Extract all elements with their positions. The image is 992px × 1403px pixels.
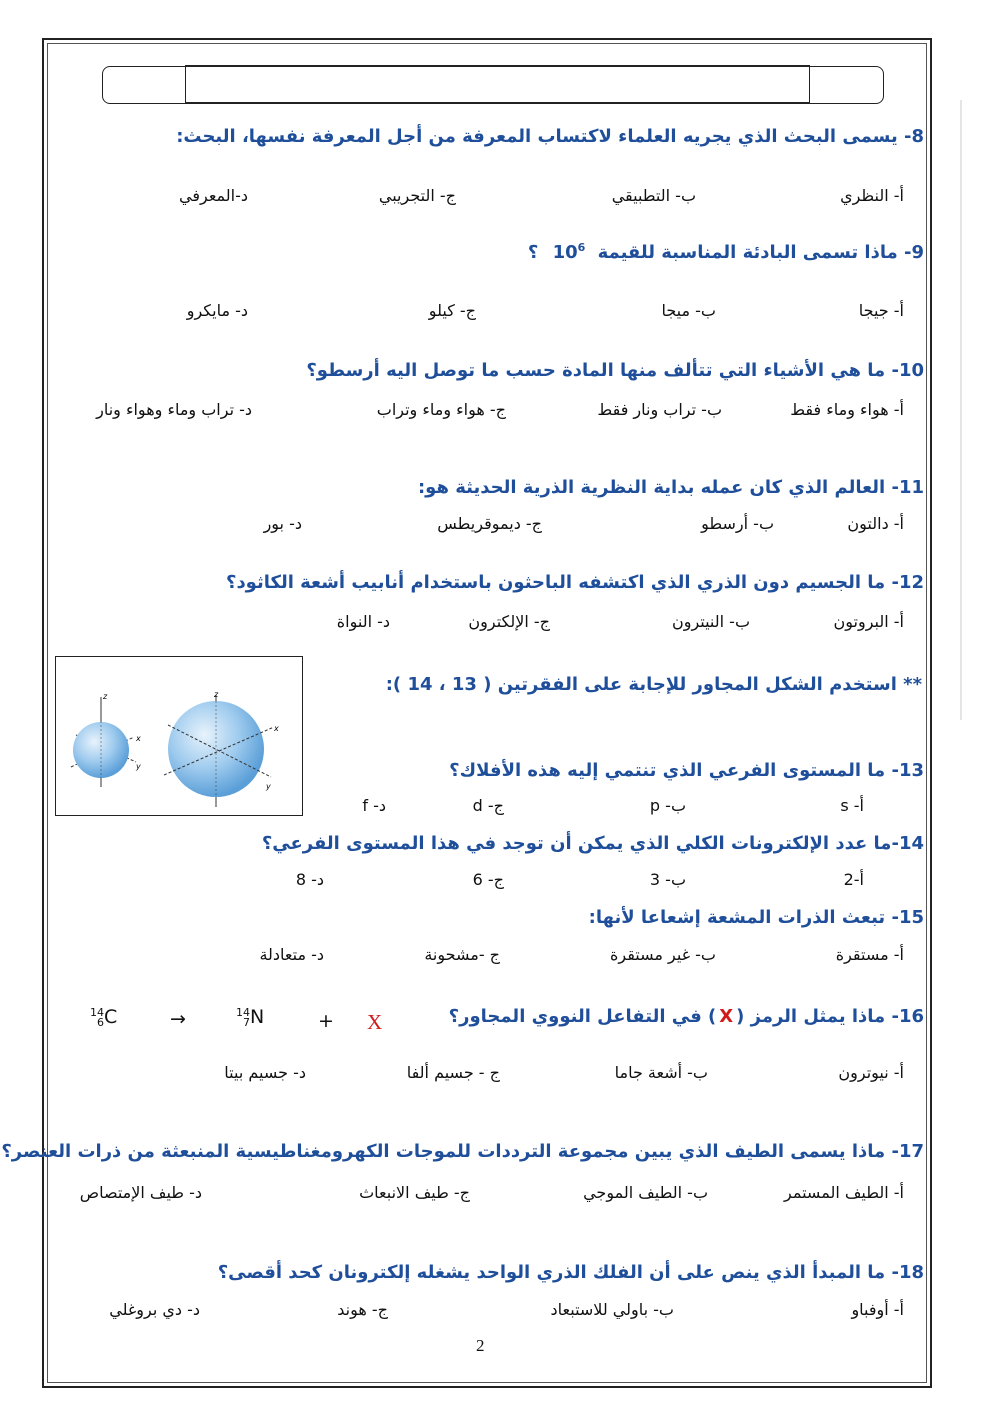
q9-base: 10 <box>552 242 578 263</box>
question-17: 17- ماذا يسمى الطيف الذي يبين مجموعة الترددات للموجات الكهرومغناطيسية المنبعثة من ذرات العنصر؟ <box>1 1141 924 1162</box>
large-x-label: x <box>274 724 279 733</box>
q17-option-d: د- طيف الإمتصاص <box>79 1183 202 1202</box>
q16-text-start: 16- ماذا يمثل الرمز ( <box>736 1006 924 1027</box>
reaction-nitrogen <box>236 1006 264 1028</box>
q13-option-c: ج- d <box>472 796 504 815</box>
question-12: 12- ما الجسيم دون الذري الذي اكتشفه الباحثون باستخدام أنابيب أشعة الكاثود؟ <box>226 572 924 593</box>
q18-option-d: د- دي بروغلي <box>109 1300 200 1319</box>
q8-option-a: أ- النظري <box>840 186 904 205</box>
carbon-atomic: 6 <box>97 1015 104 1029</box>
q11-option-c: ج- ديموقريطس <box>437 514 542 533</box>
q11-option-b: ب- أرسطو <box>701 514 774 533</box>
q12-option-c: ج- الإلكترون <box>468 612 550 631</box>
q9-exponent: 6 <box>577 241 586 254</box>
q15-option-c: ج -مشحونة <box>424 945 500 964</box>
q12-option-d: د- النواة <box>336 612 390 631</box>
question-15: 15- تبعث الذرات المشعة إشعاعا لأنها: <box>588 907 924 928</box>
q10-option-d: د- تراب وماء وهواء ونار <box>96 400 252 419</box>
large-z-label: z <box>214 690 219 699</box>
nitrogen-atomic: 7 <box>243 1015 250 1029</box>
s-orbital-diagram <box>56 657 302 815</box>
q17-option-c: ج- طيف الانبعاث <box>359 1183 470 1202</box>
header-field <box>185 65 810 103</box>
large-y-label: y <box>266 782 271 791</box>
q15-option-a: أ- مستقرة <box>835 945 904 964</box>
q14-option-d: د- 8 <box>295 870 324 889</box>
q15-option-d: د- متعادلة <box>259 945 324 964</box>
reaction-arrow: → <box>170 1008 186 1030</box>
q10-option-a: أ- هواء وماء فقط <box>790 400 904 419</box>
question-14: 14-ما عدد الإلكترونات الكلي الذي يمكن أن توجد في هذا المستوى الفرعي؟ <box>261 833 924 854</box>
figure-instruction <box>386 674 922 695</box>
q14-option-c: ج- 6 <box>472 870 504 889</box>
q16-symbol: X <box>719 1006 734 1027</box>
q8-option-c: ج- التجريبي <box>378 186 456 205</box>
q8-option-b: ب- التطبيقي <box>611 186 696 205</box>
question-9 <box>528 241 924 263</box>
q16-option-a: أ- نيوترون <box>838 1063 904 1082</box>
instruction-text: ** استخدم الشكل المجاور للإجابة على الفقرتين ( 13 ، 14 ): <box>385 674 922 695</box>
q12-option-b: ب- النيترون <box>671 612 750 631</box>
q9-option-d: د- مايكرو <box>186 301 248 320</box>
q15-option-b: ب- غير مستقرة <box>609 945 716 964</box>
q16-option-c: ج - جسيم ألفا <box>406 1063 500 1082</box>
carbon-mass: 14 <box>90 1005 104 1019</box>
question-11: 11- العالم الذي كان عمله بداية النظرية الذرية الحديثة هو: <box>417 477 924 498</box>
q9-text: 9- ماذا تسمى البادئة المناسبة للقيمة <box>597 242 924 263</box>
q13-option-d: د- f <box>362 796 386 815</box>
q8-option-d: د-المعرفي <box>179 186 248 205</box>
orbital-figure <box>55 656 303 816</box>
q14-option-b: ب- 3 <box>649 870 686 889</box>
q16-option-b: ب- أشعة جاما <box>614 1063 708 1082</box>
page-number: 2 <box>476 1336 485 1355</box>
q16-option-d: د- جسيم بيتا <box>224 1063 306 1082</box>
reaction-plus: + <box>318 1010 334 1032</box>
q17-option-a: أ- الطيف المستمر <box>784 1183 904 1202</box>
q14-option-a: أ-2 <box>843 870 864 889</box>
q11-option-a: أ- دالتون <box>847 514 904 533</box>
q17-option-b: ب- الطيف الموجي <box>583 1183 708 1202</box>
q9-power <box>553 242 586 263</box>
q18-option-b: ب- باولي للاستبعاد <box>550 1300 674 1319</box>
header-box <box>102 66 884 104</box>
q10-option-c: ج- هواء وماء وتراب <box>376 400 506 419</box>
q9-option-c: ج- كيلو <box>428 301 476 320</box>
q12-option-a: أ- البروتون <box>833 612 904 631</box>
reaction-x: X <box>367 1010 383 1034</box>
nitrogen-mass: 14 <box>236 1005 250 1019</box>
question-13: 13- ما المستوى الفرعي الذي تنتمي إليه هذه الأفلاك؟ <box>449 760 924 781</box>
q18-option-c: ج- هوند <box>337 1300 388 1319</box>
question-18: 18- ما المبدأ الذي ينص على أن الفلك الذري الواحد يشغله إلكترونان كحد أقصى؟ <box>217 1262 924 1283</box>
q9-option-a: أ- جيجا <box>858 301 904 320</box>
question-8: 8- يسمى البحث الذي يجريه العلماء لاكتساب المعرفة من أجل المعرفة نفسها، البحث: <box>176 126 924 147</box>
reaction-carbon <box>90 1006 117 1028</box>
q11-option-d: د- بور <box>263 514 302 533</box>
carbon-symbol: C <box>104 1006 118 1028</box>
q18-option-a: أ- أوفباو <box>851 1300 904 1319</box>
question-16 <box>449 1006 924 1027</box>
large-s-orbital <box>164 690 279 807</box>
q10-option-b: ب- تراب ونار فقط <box>597 400 722 419</box>
scan-edge-line <box>960 100 962 720</box>
nitrogen-symbol: N <box>250 1006 265 1028</box>
small-y-label: y <box>136 762 141 771</box>
question-10: 10- ما هي الأشياء التي تتألف منها المادة حسب ما توصل اليه أرسطو؟ <box>306 360 924 381</box>
q16-text-end: ) في التفاعل النووي المجاور؟ <box>448 1006 717 1027</box>
q13-option-a: أ- s <box>840 796 864 815</box>
small-z-label: z <box>103 692 108 701</box>
q9-qmark: ؟ <box>527 242 539 263</box>
q9-option-b: ب- ميجا <box>661 301 716 320</box>
q13-option-b: ب- p <box>649 796 686 815</box>
small-s-orbital <box>71 692 141 787</box>
small-x-label: x <box>136 734 141 743</box>
